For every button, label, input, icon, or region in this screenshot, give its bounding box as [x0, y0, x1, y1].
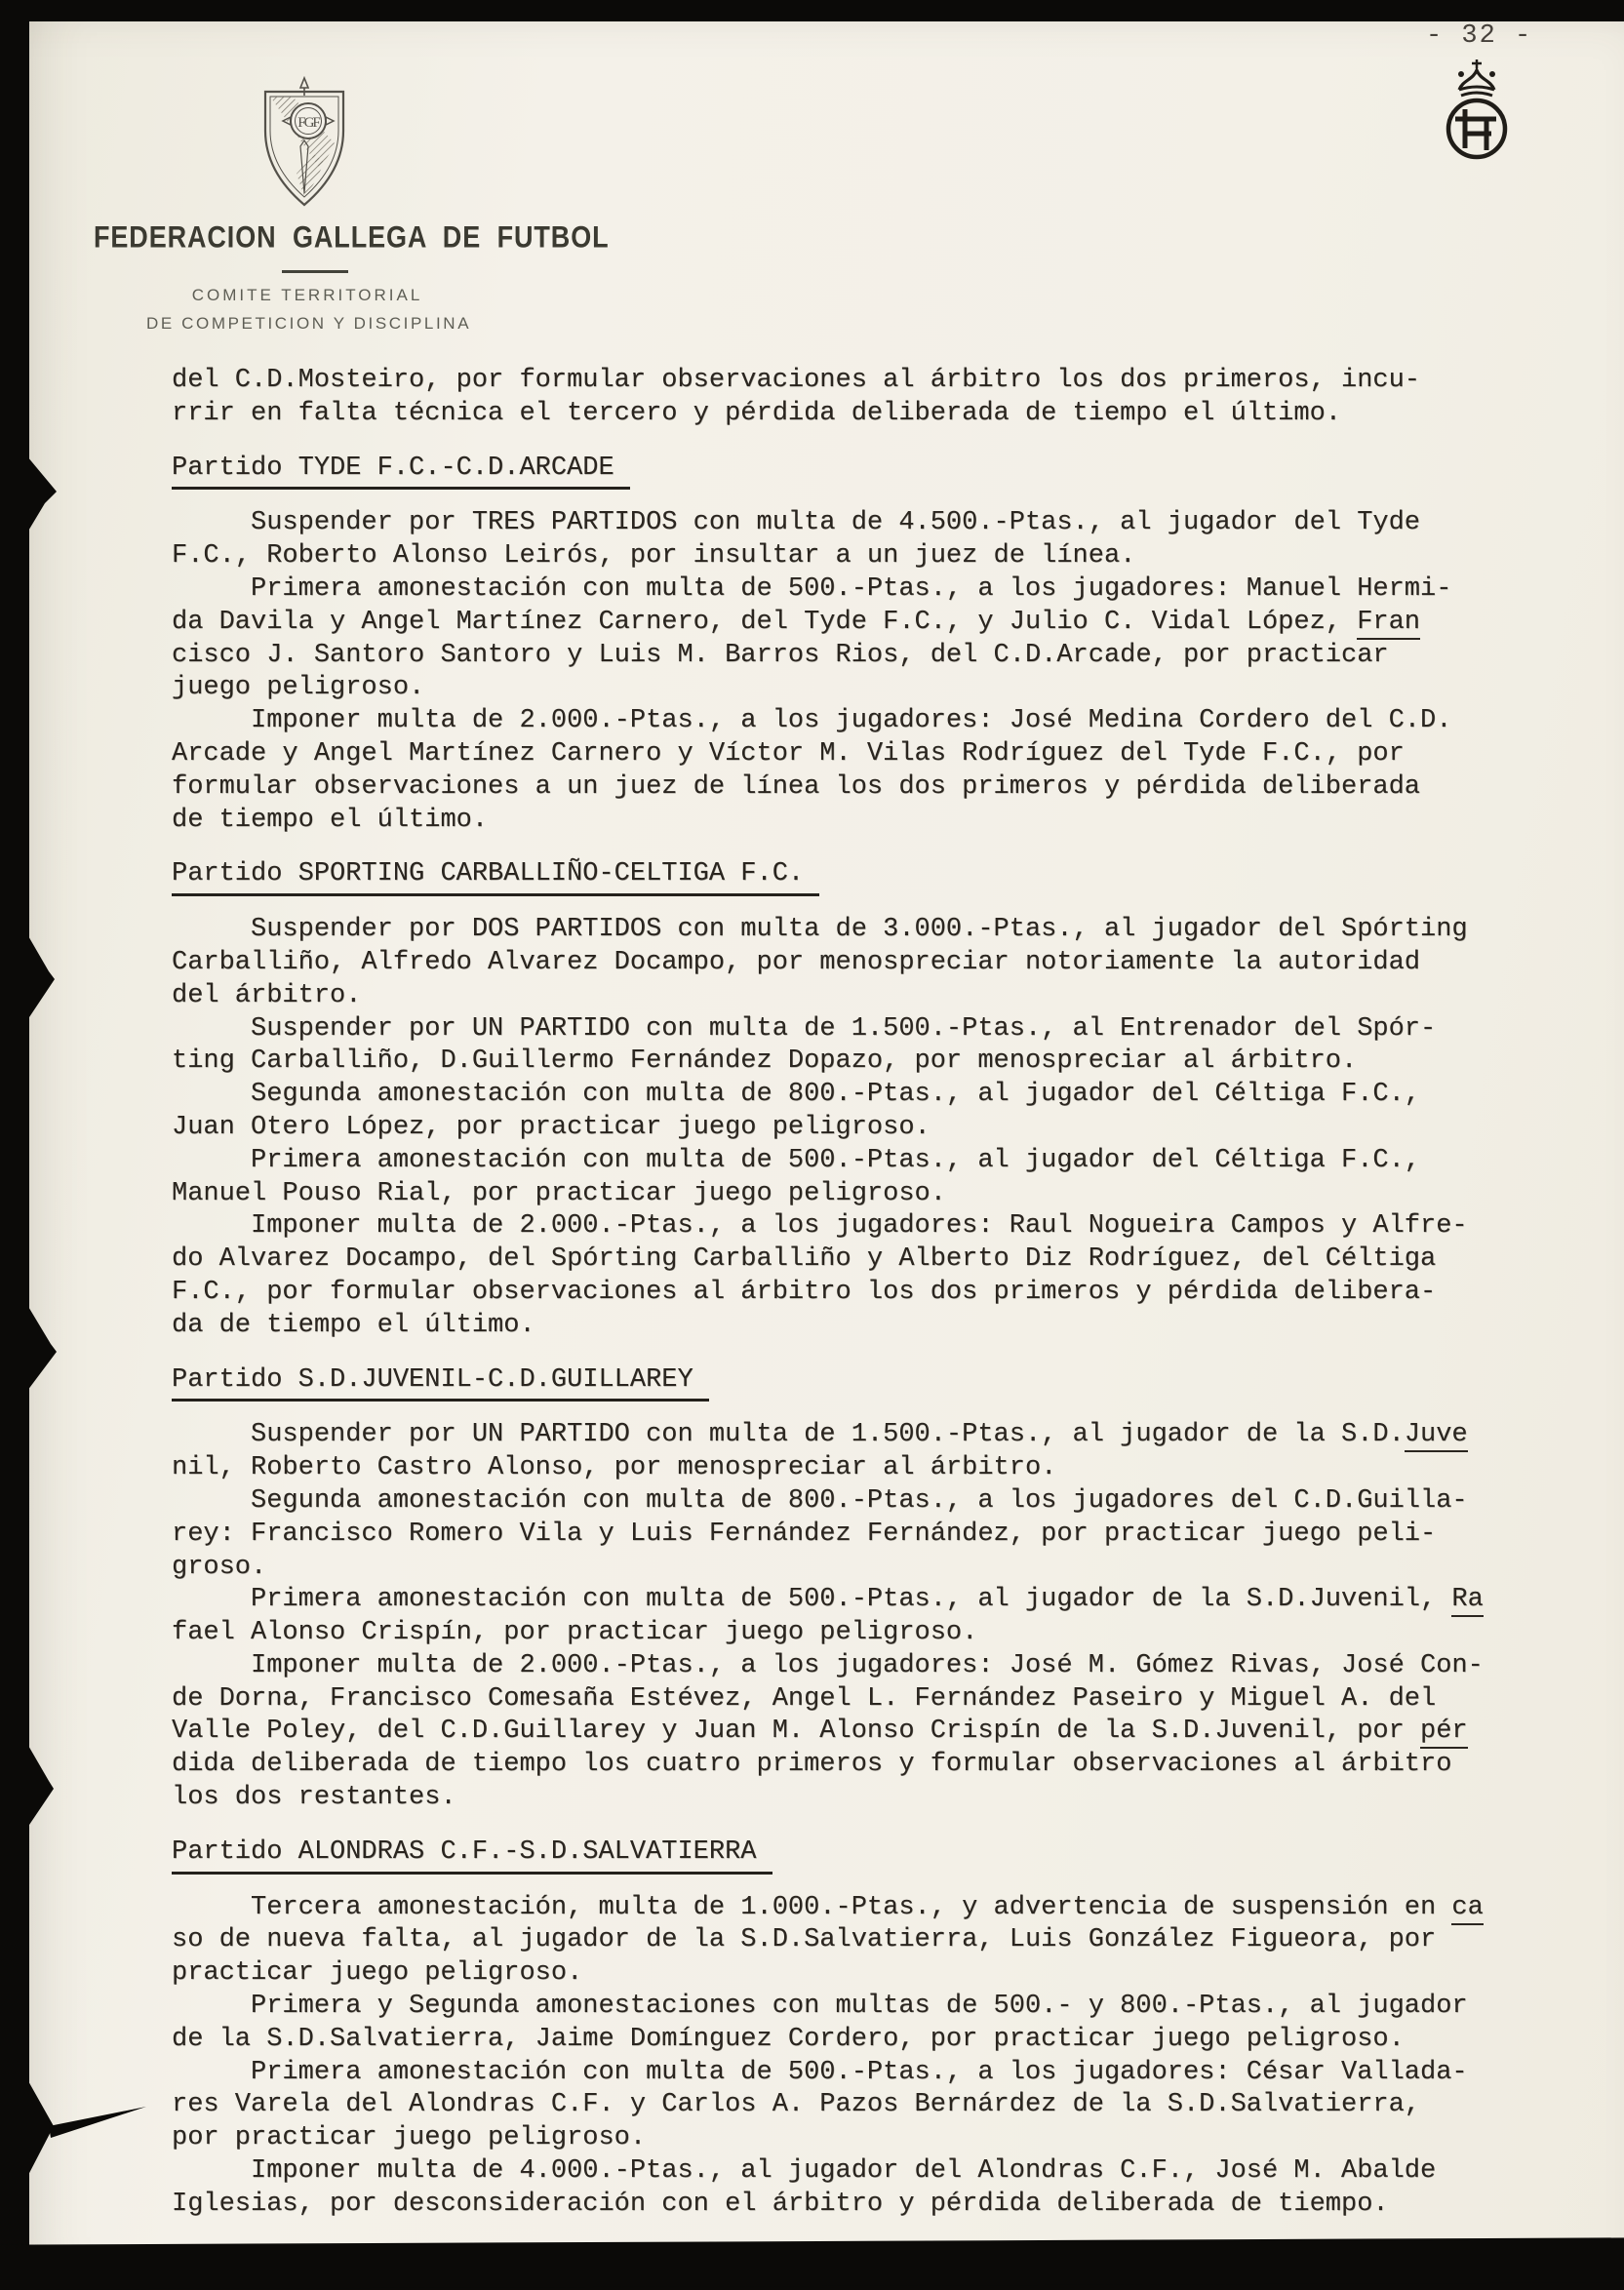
scan-left-tears: [0, 0, 156, 2280]
body-line: da Davila y Angel Martínez Carnero, del Tyde F.C., y Julio C. Vidal López, Fran: [172, 607, 1537, 640]
org-name: [94, 221, 666, 255]
body-line: Arcade y Angel Martínez Carnero y Víctor M. Vilas Rodríguez del Tyde F.C., por: [172, 738, 1405, 769]
body-line: rrir en falta técnica el tercero y pérdida deliberada de tiempo el último.: [172, 398, 1341, 428]
body-line: cisco J. Santoro Santoro y Luis M. Barros Rios, del C.D.Arcade, por practicar: [172, 640, 1389, 670]
paragraph: [172, 1013, 1537, 1080]
body-line: fael Alonso Crispín, por practicar juego peligroso.: [172, 1618, 978, 1648]
paragraph: [172, 1145, 1537, 1211]
paragraph: [172, 1485, 1537, 1584]
paragraph: [172, 2057, 1537, 2155]
body-line: por practicar juego peligroso.: [172, 2123, 647, 2153]
body-line: res Varela del Alondras C.F. y Carlos A. Pazos Bernárdez de la S.D.Salvatierra,: [172, 2090, 1421, 2120]
match-heading-text: Partido ALONDRAS C.F.-S.D.SALVATIERRA: [172, 1836, 772, 1875]
document-body: [172, 365, 1537, 2222]
scan-top-edge: [0, 0, 1624, 21]
body-line: de la S.D.Salvatierra, Jaime Domínguez Cordero, por practicar juego peligroso.: [172, 2024, 1405, 2054]
scan-bottom-edge: [0, 2237, 1624, 2289]
match-heading: [172, 858, 1537, 896]
body-line: Segunda amonestación con multa de 800.-Ptas., al jugador del Céltiga F.C.,: [172, 1080, 1421, 1110]
paragraph: [172, 507, 1537, 573]
paragraph: [172, 2155, 1537, 2222]
body-line: Suspender por TRES PARTIDOS con multa de 4.500.-Ptas., al jugador del Tyde: [172, 508, 1421, 538]
svg-text:FGF: FGF: [297, 115, 319, 131]
header-divider: [282, 270, 348, 273]
body-line: Primera amonestación con multa de 500.-Ptas., al jugador de la S.D.Juvenil, Ra: [172, 1584, 1537, 1617]
committee-block: [146, 286, 472, 334]
body-line: groso.: [172, 1552, 267, 1582]
body-line: Imponer multa de 2.000.-Ptas., a los jugadores: José Medina Cordero del C.D.: [172, 706, 1452, 736]
body-line: rey: Francisco Romero Vila y Luis Fernández Fernández, por practicar juego peli-: [172, 1519, 1437, 1549]
paragraph: [172, 573, 1537, 705]
body-line: Primera amonestación con multa de 500.-Ptas., a los jugadores: César Vallada-: [172, 2057, 1468, 2087]
body-line: del árbitro.: [172, 980, 362, 1010]
match-heading: [172, 453, 1537, 491]
body-line: nil, Roberto Castro Alonso, por menospreciar al árbitro.: [172, 1453, 1057, 1483]
body-line: Suspender por DOS PARTIDOS con multa de 3.000.-Ptas., al jugador del Spórting: [172, 915, 1468, 945]
body-line: so de nueva falta, al jugador de la S.D.Salvatierra, Luis González Figueora, por: [172, 1925, 1437, 1955]
body-line: Suspender por UN PARTIDO con multa de 1.500.-Ptas., al jugador de la S.D.Juve: [172, 1419, 1537, 1452]
paragraph: [172, 1650, 1537, 1815]
body-line: de tiempo el último.: [172, 805, 489, 835]
match-heading-text: Partido S.D.JUVENIL-C.D.GUILLAREY: [172, 1364, 709, 1402]
paragraph: [172, 1584, 1537, 1650]
paragraph: [172, 1419, 1537, 1485]
fgf-shield-logo: [256, 76, 353, 213]
body-line: los dos restantes.: [172, 1783, 456, 1813]
paragraph: [172, 914, 1537, 1012]
body-line: Tercera amonestación, multa de 1.000.-Ptas., y advertencia de suspensión en ca: [172, 1892, 1537, 1925]
match-heading: [172, 1836, 1537, 1875]
body-line: Primera y Segunda amonestaciones con multas de 500.- y 800.-Ptas., al jugador: [172, 1992, 1468, 2022]
org-name-text: FEDERACION GALLEGA DE FUTBOL: [94, 220, 610, 255]
page-number: - 32 -: [1426, 21, 1533, 51]
body-line: juego peligroso.: [172, 673, 425, 703]
body-line: Suspender por UN PARTIDO con multa de 1.500.-Ptas., al Entrenador del Spór-: [172, 1013, 1437, 1044]
body-line: Primera amonestación con multa de 500.-Ptas., a los jugadores: Manuel Hermi-: [172, 573, 1452, 604]
committee-line-2: DE COMPETICION Y DISCIPLINA: [146, 314, 472, 333]
body-line: Valle Poley, del C.D.Guillarey y Juan M. Alonso Crispín de la S.D.Juvenil, por pér: [172, 1716, 1537, 1749]
match-heading: [172, 1364, 1537, 1402]
body-line: de Dorna, Francisco Comesaña Estévez, Angel L. Fernández Paseiro y Miguel A. del: [172, 1683, 1437, 1714]
committee-line-1: COMITE TERRITORIAL: [191, 286, 423, 304]
body-line: Segunda amonestación con multa de 800.-Ptas., a los jugadores del C.D.Guilla-: [172, 1485, 1468, 1516]
paragraph: [172, 705, 1537, 837]
body-line: practicar juego peligroso.: [172, 1958, 583, 1989]
body-line: Imponer multa de 4.000.-Ptas., al jugador del Alondras C.F., José M. Abalde: [172, 2156, 1437, 2187]
body-line: Juan Otero López, por practicar juego peligroso.: [172, 1112, 931, 1142]
body-line: F.C., por formular observaciones al árbitro los dos primeros y pérdida delibera-: [172, 1277, 1437, 1307]
paragraph: [172, 1079, 1537, 1145]
body-line: Imponer multa de 2.000.-Ptas., a los jugadores: José M. Gómez Rivas, José Con-: [172, 1650, 1484, 1680]
paragraph: [172, 365, 1537, 431]
paragraph: [172, 1991, 1537, 2057]
royal-crest-logo: [1436, 57, 1518, 166]
body-line: Carballiño, Alfredo Alvarez Docampo, por menospreciar notoriamente la autoridad: [172, 947, 1421, 977]
body-line: ting Carballiño, D.Guillermo Fernández Dopazo, por menospreciar al árbitro.: [172, 1046, 1358, 1077]
paragraph: [172, 1210, 1537, 1342]
body-line: del C.D.Mosteiro, por formular observaciones al árbitro los dos primeros, incu-: [172, 366, 1421, 395]
body-line: Primera amonestación con multa de 500.-Ptas., al jugador del Céltiga F.C.,: [172, 1145, 1421, 1175]
match-heading-text: Partido TYDE F.C.-C.D.ARCADE: [172, 453, 630, 491]
body-line: formular observaciones a un juez de línea los dos primeros y pérdida deliberada: [172, 771, 1421, 802]
match-heading-text: Partido SPORTING CARBALLIÑO-CELTIGA F.C.: [172, 858, 819, 896]
body-line: do Alvarez Docampo, del Spórting Carballiño y Alberto Diz Rodríguez, del Céltiga: [172, 1244, 1437, 1275]
body-line: dida deliberada de tiempo los cuatro primeros y formular observaciones al árbitro: [172, 1750, 1452, 1780]
paragraph: [172, 1892, 1537, 1991]
body-line: Iglesias, por desconsideración con el árbitro y pérdida deliberada de tiempo.: [172, 2189, 1389, 2219]
body-line: F.C., Roberto Alonso Leirós, por insultar a un juez de línea.: [172, 541, 1136, 572]
body-line: Imponer multa de 2.000.-Ptas., a los jugadores: Raul Nogueira Campos y Alfre-: [172, 1211, 1468, 1242]
body-line: Manuel Pouso Rial, por practicar juego peligroso.: [172, 1178, 946, 1208]
body-line: da de tiempo el último.: [172, 1310, 535, 1340]
